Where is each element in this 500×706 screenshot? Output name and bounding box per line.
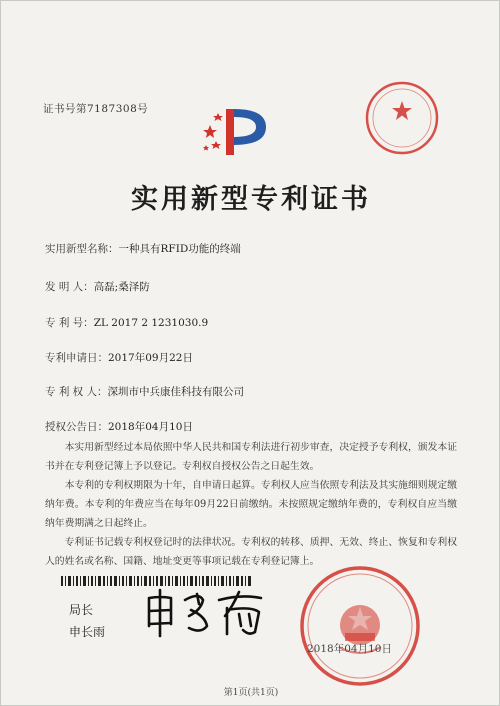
paragraph: 专利证书记载专利权登记时的法律状况。专利权的转移、质押、无效、终止、恢复和专利权人的姓名或名称、国籍、地址变更等事项记载在专利登记簿上。 (45, 537, 457, 567)
director-name: 申长雨 (69, 625, 106, 639)
seal-date: 2018年04月10日 (307, 643, 392, 655)
field-grant-date (45, 419, 193, 434)
agency-seal (363, 79, 441, 157)
national-ip-office-seal (299, 565, 421, 687)
patent-office-logo (196, 101, 276, 161)
barcode (61, 576, 251, 586)
paragraph: 本实用新型经过本局依照中华人民共和国专利法进行初步审查，决定授予专利权，颁发本证书并在专利登记簿上予以登记。专利权自授权公告之日起生效。 (45, 442, 457, 472)
field-label: 授权公告日： (45, 421, 108, 433)
field-value: 深圳市中兵康佳科技有限公司 (107, 386, 245, 398)
field-patentee (45, 384, 244, 399)
field-label: 专 利 号： (45, 317, 94, 329)
field-utility-model-name (45, 241, 241, 256)
field-application-date (45, 350, 193, 365)
field-label: 实用新型名称： (45, 243, 119, 255)
certificate-number: 证书号第7187308号 (43, 103, 149, 115)
field-value: 2018年04月10日 (108, 421, 193, 433)
field-label: 发 明 人： (45, 281, 94, 293)
field-value: 2017年09月22日 (108, 352, 193, 364)
field-label: 专利申请日： (45, 352, 108, 364)
field-value: ZL 2017 2 1231030.9 (93, 317, 209, 329)
paragraph: 本专利的专利权期限为十年，自申请日起算。专利权人应当依照专利法及其实施细则规定缴纳年费。本专利的年费应当在每年09月22日前缴纳。未按照规定缴纳年费的，专利权自应当缴纳年费期满之日起终止。 (45, 480, 457, 529)
field-label: 专 利 权 人： (45, 386, 108, 398)
field-patent-number (45, 315, 208, 330)
director-title: 局长 (69, 603, 94, 617)
field-value: 高磊;桑泽防 (93, 281, 150, 293)
page-footer: 第1页(共1页) (223, 688, 279, 698)
document-title: 实用新型专利证书 (131, 184, 371, 215)
field-value: 一种具有RFID功能的终端 (118, 243, 241, 255)
certificate-body (45, 438, 457, 571)
field-inventor (45, 279, 150, 294)
director-signature (141, 586, 271, 638)
